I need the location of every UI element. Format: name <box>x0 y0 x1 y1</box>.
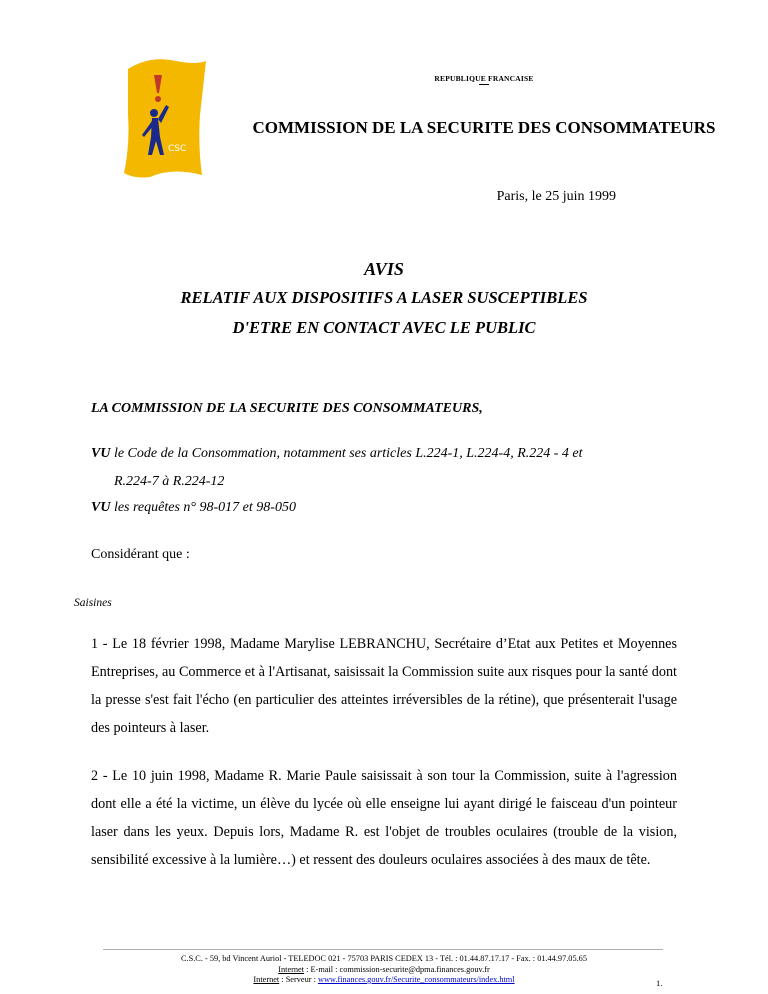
document-date: Paris, le 25 juin 1999 <box>496 189 616 204</box>
page-number: 1. <box>656 978 663 988</box>
footer-divider <box>103 949 663 950</box>
csc-shield-emblem <box>116 55 212 181</box>
avis-title: AVIS <box>364 259 404 279</box>
divider <box>479 84 489 85</box>
footer-email: Internet : E-mail : commission-securite@dpma.finances.gouv.fr <box>278 964 490 974</box>
republic-label: REPUBLIQUE FRANCAISE <box>434 74 534 83</box>
commission-title: COMMISSION DE LA SECURITE DES CONSOMMATEURS <box>252 118 716 137</box>
paragraph-1: 1 - Le 18 février 1998, Madame Marylise LEBRANCHU, Secrétaire d’Etat aux Petites et Moyennes Entreprises, au Commerce et à l'Artisanat, saisissait la Commission suite aux risques pour la santé dont la presse s'est fait l'écho (en particulier des atteintes irréversibles de la rétine), que présenterait l'usage des pointeurs à laser. <box>91 636 677 736</box>
footer-address: C.S.C. - 59, bd Vincent Auriol - TELEDOC 021 - 75703 PARIS CEDEX 13 - Tél. : 01.44.87.17.17 - Fax. : 01.44.97.05.65 <box>181 954 587 963</box>
section-heading-saisines: Saisines <box>74 597 112 609</box>
footer <box>70 954 698 986</box>
considerant-label: Considérant que : <box>91 547 190 562</box>
footer-server: Internet : Serveur : www.finances.gouv.fr/Securite_consommateurs/index.html <box>253 975 515 984</box>
avis-subtitle-line2: D'ETRE EN CONTACT AVEC LE PUBLIC <box>232 318 536 337</box>
server-link[interactable]: www.finances.gouv.fr/Securite_consommateurs/index.html <box>317 975 515 984</box>
vu-clause-code: VU le Code de la Consommation, notamment ses articles L.224-1, L.224-4, R.224 - 4 et R.224-7 à R.224-12 <box>91 446 583 489</box>
commission-heading: LA COMMISSION DE LA SECURITE DES CONSOMMATEURS, <box>91 401 483 416</box>
paragraph-2: 2 - Le 10 juin 1998, Madame R. Marie Paule saisissait à son tour la Commission, suite à l'agression dont elle a été la victime, un élève du lycée où elle enseigne lui ayant dirigé le faisceau d'un pointeur laser dans les yeux. Depuis lors, Madame R. est l'objet de troubles oculaires (trouble de la vision, sensibilité excessive à la lumière…) et ressent des douleurs oculaires associées à des maux de tête. <box>91 768 677 868</box>
logo-shield <box>124 59 206 177</box>
logo-text: CSC <box>168 144 187 154</box>
vu-clause-requetes: VU les requêtes n° 98-017 et 98-050 <box>91 500 296 515</box>
figure-head <box>150 109 158 117</box>
csc-logo <box>116 55 212 181</box>
avis-subtitle-line1: RELATIF AUX DISPOSITIFS A LASER SUSCEPTIBLES <box>180 288 588 307</box>
